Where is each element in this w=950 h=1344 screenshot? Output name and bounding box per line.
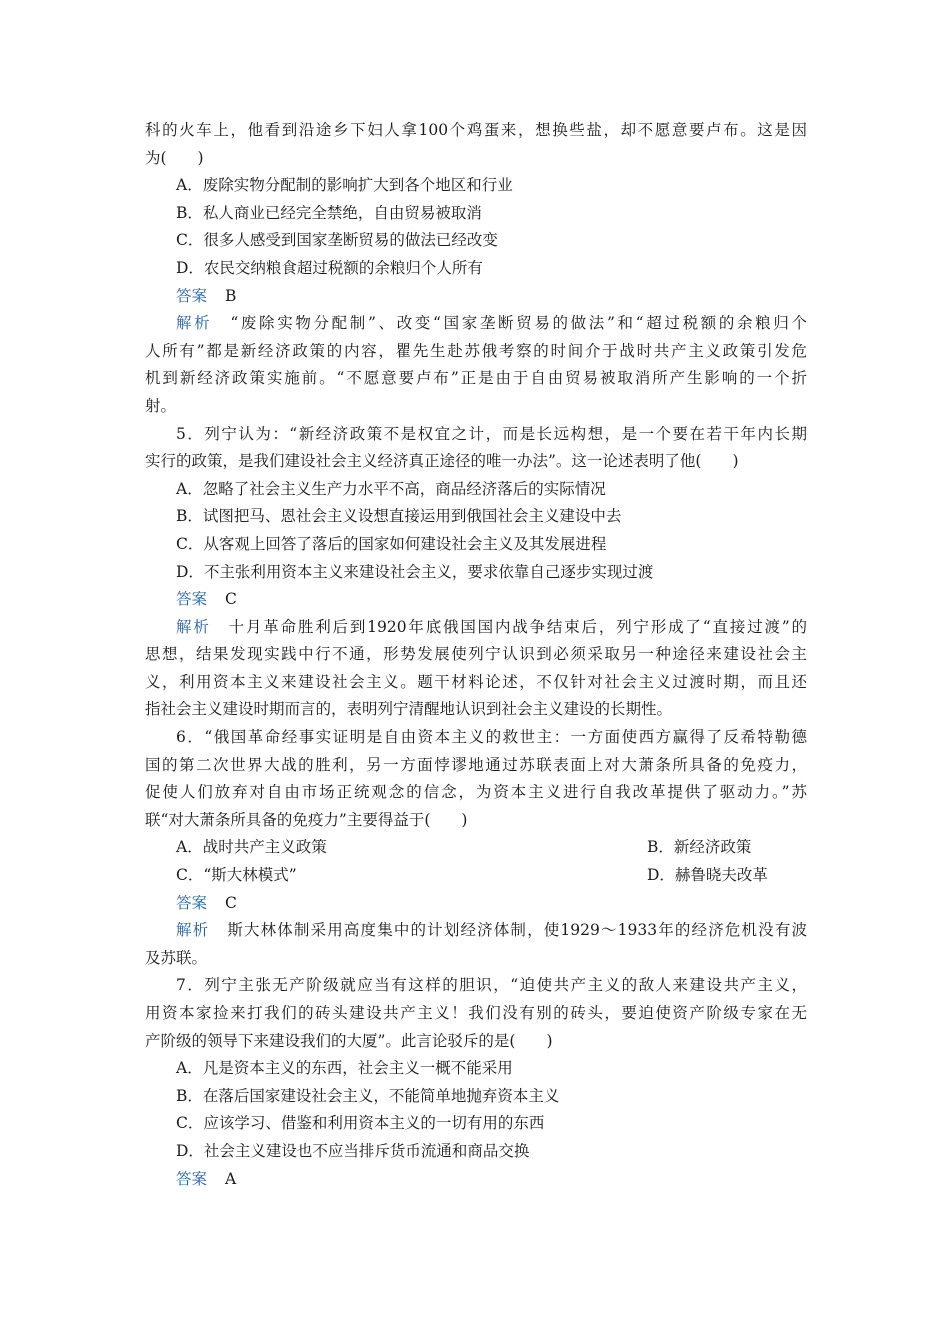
q7-stem-line-1: 7．列宁主张无产阶级就应当有这样的胆识，“迫使共产主义的敌人来建设共产主义， [176,976,807,995]
document-page [145,117,807,1193]
q5-analysis-line-2: 思想，结果发现实践中行不通，形势发展使列宁认识到必须采取另一种途径来建设社会主 [145,645,807,664]
q5-option-c: C．从客观上回答了落后的国家如何建设社会主义及其发展进程 [176,534,607,553]
q6-option-a: A．战时共产主义政策 [176,838,327,857]
q4-stem-line-1: 科的火车上，他看到沿途乡下妇人拿100个鸡蛋来，想换些盐，却不愿意要卢布。这是因 [145,121,807,139]
q5-option-d: D．不主张利用资本主义来建设社会主义，要求依靠自己逐步实现过渡 [176,562,654,581]
q7-option-a: A．凡是资本主义的东西，社会主义一概不能采用 [176,1059,513,1078]
q6-answer [145,890,807,918]
q6-options-row-1 [145,834,807,862]
answer-label: 答案 [176,893,208,912]
analysis-label: 解析 [176,314,213,333]
q4-option-b: B．私人商业已经完全禁绝，自由贸易被取消 [176,203,482,222]
answer-value: C [225,590,237,609]
analysis-text: 斯大林体制采用高度集中的计划经济体制，使1929～1933年的经济危机没有波 [227,921,807,940]
q6-stem-line-4: 联“对大萧条所具备的免疫力”主要得益于( ) [145,810,468,829]
q7-option-c: C．应该学习、借鉴和利用资本主义的一切有用的东西 [176,1114,545,1133]
q4-analysis-line-4: 射。 [145,396,177,415]
q7-stem-line-3: 产阶级的领导下来建设我们的大厦”。此言论驳斥的是( ) [145,1031,553,1050]
q4-answer [145,283,807,311]
answer-label: 答案 [176,1169,208,1188]
analysis-label: 解析 [176,921,210,940]
q6-option-b: B．新经济政策 [647,838,752,857]
q4-option-d: D．农民交纳粮食超过税额的余粮归个人所有 [176,258,483,277]
q5-option-b: B．试图把马、恩社会主义设想直接运用到俄国社会主义建设中去 [176,507,622,526]
answer-value: A [225,1169,237,1188]
q6-stem-line-1: 6．“俄国革命经事实证明是自由资本主义的救世主：一方面使西方赢得了反希特勒德 [176,728,807,747]
q6-options-row-2 [145,862,807,890]
q7-stem-line-2: 用资本家捡来打我们的砖头建设共产主义！我们没有别的砖头，要迫使资产阶级专家在无 [145,1004,807,1022]
q5-analysis-line-3: 义，利用资本主义来建设社会主义。题干材料论述，不仅针对社会主义过渡时期，而且还 [145,672,807,691]
answer-label: 答案 [176,590,208,609]
q4-stem-line-2: 为( ) [145,148,204,167]
q6-stem-line-2: 国的第二次世界大战的胜利，另一方面悖谬地通过苏联表面上对大萧条所具备的免疫力， [145,755,807,774]
q4-analysis-line-1 [145,310,807,338]
q4-option-c: C．很多人感受到国家垄断贸易的做法已经改变 [176,231,498,250]
q5-answer [145,586,807,614]
q4-analysis-line-3: 机到新经济政策实施前。“不愿意要卢布”正是由于自由贸易被取消所产生影响的一个折 [145,369,807,388]
q5-analysis-line-1 [145,614,807,642]
q7-answer [145,1166,807,1194]
q6-stem-line-3: 促使人们放弃对自由市场正统观念的信念，为资本主义进行自我改革提供了驱动力。”苏 [145,783,807,802]
q4-analysis-line-2: 人所有”都是新经济政策的内容，瞿先生赴苏俄考察的时间介于战时共产主义政策引发危 [145,341,807,360]
q5-option-a: A．忽略了社会主义生产力水平不高，商品经济落后的实际情况 [176,479,606,498]
q5-stem-line-1: 5．列宁认为：“新经济政策不是权宜之计，而是长远构想，是一个要在若干年内长期 [176,424,807,443]
answer-label: 答案 [176,286,208,305]
q4-option-a: A．废除实物分配制的影响扩大到各个地区和行业 [176,176,513,195]
q5-stem-line-2: 实行的政策，是我们建设社会主义经济真正途径的唯一办法”。这一论述表明了他( ) [145,452,739,471]
analysis-text: “废除实物分配制”、改变“国家垄断贸易的做法”和“超过税额的余粮归个 [230,314,807,333]
analysis-label: 解析 [176,617,211,636]
answer-value: C [225,893,237,912]
analysis-text: 十月革命胜利后到1920年底俄国国内战争结束后，列宁形成了“直接过渡”的 [228,617,807,636]
q6-analysis-line-1 [145,917,807,945]
q7-option-b: B．在落后国家建设社会主义，不能简单地抛弃资本主义 [176,1086,560,1105]
q6-analysis-line-2: 及苏联。 [145,948,208,967]
q6-option-d: D．赫鲁晓夫改革 [647,866,768,885]
q5-analysis-line-4: 指社会主义建设时期而言的，表明列宁清醒地认识到社会主义建设的长期性。 [145,700,673,719]
answer-value: B [225,286,237,305]
q7-option-d: D．社会主义建设也不应当排斥货币流通和商品交换 [176,1141,530,1160]
q6-option-c: C．“斯大林模式” [176,866,297,885]
